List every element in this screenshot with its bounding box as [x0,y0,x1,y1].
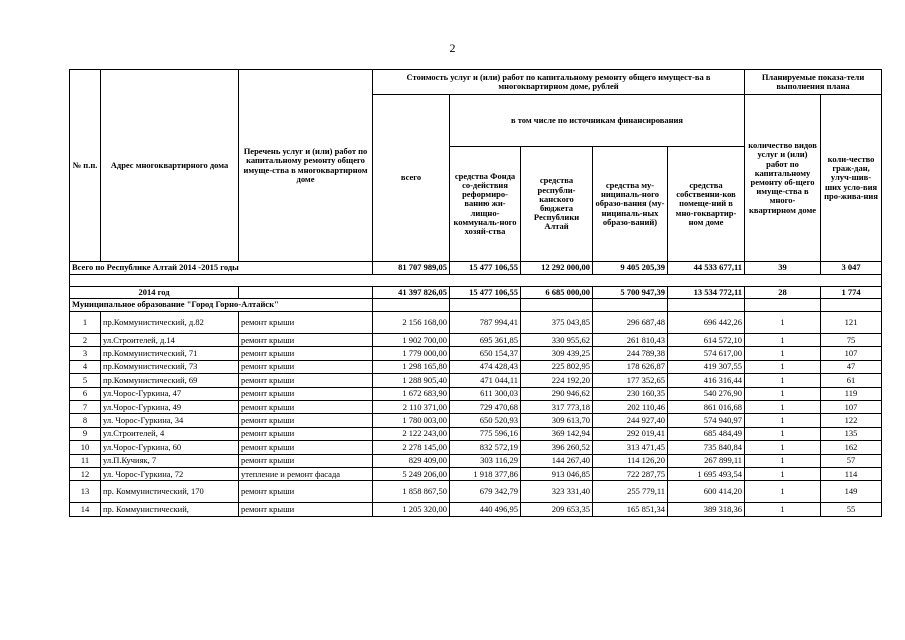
header-num: № п.п. [70,70,101,262]
row-republic: 290 946,62 [521,387,593,400]
row-fund: 695 361,85 [450,334,521,347]
row-fund: 1 918 377,86 [450,467,521,480]
header-residents-count: коли-чество граж-дан, улуч-шив-ших усло-вия про-жива-ния [821,95,882,262]
row-republic: 144 267,40 [521,454,593,467]
row-total-cost: 1 902 700,00 [373,334,450,347]
table-row [70,441,882,454]
row-owners: 574 940,97 [668,414,745,427]
row-owners: 574 617,00 [668,347,745,360]
year-row [70,287,882,299]
row-residents: 55 [821,503,882,517]
header-owners: средства собственни-ков помеще-ний в мно-гоквартир-ном доме [668,147,745,262]
row-kinds: 1 [745,347,821,360]
row-number: 8 [70,414,101,427]
row-fund: 787 994,41 [450,312,521,334]
row-fund: 679 342,79 [450,481,521,503]
row-owners: 735 840,84 [668,441,745,454]
year-label: 2014 год [70,287,239,299]
row-republic: 913 046,85 [521,467,593,480]
row-republic: 209 653,35 [521,503,593,517]
row-total-cost: 1 779 000,00 [373,347,450,360]
row-total-cost: 2 156 168,00 [373,312,450,334]
header-cost-group: Стоимость услуг и (или) работ по капитальному ремонту общего имущест-ва в многоквартирном доме, рублей [373,70,745,95]
row-municipal: 255 779,11 [593,481,668,503]
row-address: ул. Чорос-Гуркина, 34 [101,414,239,427]
row-number: 12 [70,467,101,480]
row-residents: 57 [821,454,882,467]
table-row [70,503,882,517]
row-municipal: 296 687,48 [593,312,668,334]
spacer-cell [70,275,882,287]
municipality-empty-cell [593,299,668,312]
header-republic: средства республи-канского бюджета Республики Алтай [521,147,593,262]
row-service: ремонт крыши [239,481,373,503]
table-row [70,414,882,427]
row-residents: 122 [821,414,882,427]
year-kinds: 28 [745,287,821,299]
row-fund: 832 572,19 [450,441,521,454]
year-fund: 15 477 106,55 [450,287,521,299]
year-owners: 13 534 772,11 [668,287,745,299]
row-number: 11 [70,454,101,467]
header-municipal: средства му-ниципаль-ного образо-вания (му-ниципаль-ных образо-ваний) [593,147,668,262]
row-municipal: 178 626,87 [593,360,668,373]
municipality-empty-cell [821,299,882,312]
row-residents: 61 [821,374,882,387]
row-address: ул.Чорос-Гуркина, 49 [101,400,239,413]
row-owners: 600 414,20 [668,481,745,503]
row-republic: 309 613,70 [521,414,593,427]
year-residents: 1 774 [821,287,882,299]
row-municipal: 244 927,40 [593,414,668,427]
municipality-label: Муниципальное образование "Город Горно-Алтайск" [70,299,373,312]
row-municipal: 202 110,46 [593,400,668,413]
row-service: ремонт крыши [239,414,373,427]
row-service: утепление и ремонт фасада [239,467,373,480]
row-fund: 611 300,03 [450,387,521,400]
row-owners: 540 276,90 [668,387,745,400]
row-owners: 419 307,55 [668,360,745,373]
row-municipal: 114 126,20 [593,454,668,467]
row-service: ремонт крыши [239,360,373,373]
spacer-row [70,275,882,287]
row-owners: 389 318,36 [668,503,745,517]
row-total-cost: 2 278 145,00 [373,441,450,454]
row-total-cost: 1 298 165,80 [373,360,450,373]
row-republic: 224 192,20 [521,374,593,387]
row-residents: 119 [821,387,882,400]
row-republic: 375 043,85 [521,312,593,334]
row-number: 4 [70,360,101,373]
total-municipal: 9 405 205,39 [593,262,668,275]
row-address: ул.Строителей, 4 [101,427,239,440]
row-service: ремонт крыши [239,441,373,454]
row-address: ул. Чорос-Гуркина, 72 [101,467,239,480]
row-republic: 309 439,25 [521,347,593,360]
row-residents: 149 [821,481,882,503]
row-residents: 162 [821,441,882,454]
row-service: ремонт крыши [239,387,373,400]
row-residents: 114 [821,467,882,480]
row-republic: 323 331,40 [521,481,593,503]
row-number: 6 [70,387,101,400]
row-republic: 369 142,94 [521,427,593,440]
row-total-cost: 5 249 206,00 [373,467,450,480]
row-kinds: 1 [745,374,821,387]
row-municipal: 230 160,35 [593,387,668,400]
row-republic: 317 773,18 [521,400,593,413]
total-sum: 81 707 989,05 [373,262,450,275]
header-total: всего [373,95,450,262]
row-republic: 330 955,62 [521,334,593,347]
table-row [70,400,882,413]
row-total-cost: 2 122 243,00 [373,427,450,440]
row-residents: 47 [821,360,882,373]
row-kinds: 1 [745,312,821,334]
row-total-cost: 829 409,00 [373,454,450,467]
row-municipal: 313 471,45 [593,441,668,454]
row-total-cost: 2 110 371,00 [373,400,450,413]
total-label: Всего по Республике Алтай 2014 -2015 годы [70,262,373,275]
municipality-empty-cell [668,299,745,312]
table-row [70,347,882,360]
municipality-empty-cell [745,299,821,312]
row-number: 5 [70,374,101,387]
row-kinds: 1 [745,481,821,503]
row-fund: 474 428,43 [450,360,521,373]
row-owners: 1 695 493,54 [668,467,745,480]
table-row [70,360,882,373]
total-row [70,262,882,275]
row-total-cost: 1 205 320,00 [373,503,450,517]
row-service: ремонт крыши [239,334,373,347]
header-address: Адрес многоквартирного дома [101,70,239,262]
capital-repair-table [69,69,882,517]
row-number: 7 [70,400,101,413]
year-republic: 6 685 000,00 [521,287,593,299]
row-kinds: 1 [745,467,821,480]
row-address: ул.Строителей, д.14 [101,334,239,347]
total-owners: 44 533 677,11 [668,262,745,275]
row-municipal: 244 789,38 [593,347,668,360]
row-address: пр.Коммунистический, 73 [101,360,239,373]
year-empty-cell [239,287,373,299]
municipality-empty-cell [373,299,450,312]
row-owners: 685 484,49 [668,427,745,440]
row-address: ул.Чорос-Гуркина, 47 [101,387,239,400]
row-fund: 471 044,11 [450,374,521,387]
table-row [70,467,882,480]
row-kinds: 1 [745,360,821,373]
row-fund: 775 596,16 [450,427,521,440]
table-row [70,481,882,503]
row-service: ремонт крыши [239,312,373,334]
row-residents: 135 [821,427,882,440]
row-address: пр. Коммунистический, [101,503,239,517]
row-service: ремонт крыши [239,454,373,467]
row-service: ремонт крыши [239,374,373,387]
row-owners: 696 442,26 [668,312,745,334]
total-kinds: 39 [745,262,821,275]
row-number: 2 [70,334,101,347]
row-number: 13 [70,481,101,503]
table-row [70,387,882,400]
row-fund: 650 154,37 [450,347,521,360]
row-total-cost: 1 288 905,40 [373,374,450,387]
row-kinds: 1 [745,454,821,467]
header-kinds-count: количество видов услуг и (или) работ по капитальному ремонту об-щего имуще-ства в много-квартирном доме [745,95,821,262]
header-fund: средства Фонда со-действия реформиро-ванию жи-лищно-коммуналь-ного хозяй-ства [450,147,521,262]
row-municipal: 177 352,65 [593,374,668,387]
table-row [70,454,882,467]
header-services: Перечень услуг и (или) работ по капитальному ремонту общего имуще-ства в многоквартирном доме [239,70,373,262]
row-kinds: 1 [745,441,821,454]
row-address: пр.Коммунистический, 71 [101,347,239,360]
row-owners: 614 572,10 [668,334,745,347]
row-address: ул.Чорос-Гуркина, 60 [101,441,239,454]
total-residents: 3 047 [821,262,882,275]
year-sum: 41 397 826,05 [373,287,450,299]
row-kinds: 1 [745,387,821,400]
row-municipal: 261 810,43 [593,334,668,347]
row-number: 3 [70,347,101,360]
row-total-cost: 1 672 683,90 [373,387,450,400]
row-number: 10 [70,441,101,454]
row-fund: 303 116,29 [450,454,521,467]
row-address: пр.Коммунистический, 69 [101,374,239,387]
row-municipal: 292 019,41 [593,427,668,440]
row-service: ремонт крыши [239,347,373,360]
row-kinds: 1 [745,400,821,413]
row-residents: 107 [821,400,882,413]
table-row [70,374,882,387]
row-residents: 107 [821,347,882,360]
row-number: 9 [70,427,101,440]
table-row [70,427,882,440]
total-republic: 12 292 000,00 [521,262,593,275]
table-row [70,312,882,334]
municipality-empty-cell [521,299,593,312]
row-kinds: 1 [745,427,821,440]
page-number: 2 [449,41,456,55]
row-republic: 396 260,52 [521,441,593,454]
row-service: ремонт крыши [239,427,373,440]
row-owners: 267 899,11 [668,454,745,467]
header-plan-group: Планируемые показа-тели выполнения плана [745,70,882,95]
row-residents: 121 [821,312,882,334]
row-kinds: 1 [745,414,821,427]
row-service: ремонт крыши [239,400,373,413]
row-owners: 416 316,44 [668,374,745,387]
row-fund: 650 520,93 [450,414,521,427]
row-total-cost: 1 858 867,50 [373,481,450,503]
row-republic: 225 802,95 [521,360,593,373]
row-fund: 440 496,95 [450,503,521,517]
row-kinds: 1 [745,503,821,517]
row-number: 14 [70,503,101,517]
header-sources-group: в том числе по источникам финансирования [450,95,745,147]
municipality-row [70,299,882,312]
row-address: пр. Коммунистический, 170 [101,481,239,503]
table-row [70,334,882,347]
municipality-empty-cell [450,299,521,312]
row-fund: 729 470,68 [450,400,521,413]
row-address: ул.П.Кучияк, 7 [101,454,239,467]
row-total-cost: 1 780 003,00 [373,414,450,427]
row-residents: 75 [821,334,882,347]
row-number: 1 [70,312,101,334]
total-fund: 15 477 106,55 [450,262,521,275]
row-kinds: 1 [745,334,821,347]
row-owners: 861 016,68 [668,400,745,413]
row-municipal: 722 287,75 [593,467,668,480]
year-municipal: 5 700 947,39 [593,287,668,299]
row-municipal: 165 851,34 [593,503,668,517]
row-service: ремонт крыши [239,503,373,517]
row-address: пр.Коммунистический, д.82 [101,312,239,334]
